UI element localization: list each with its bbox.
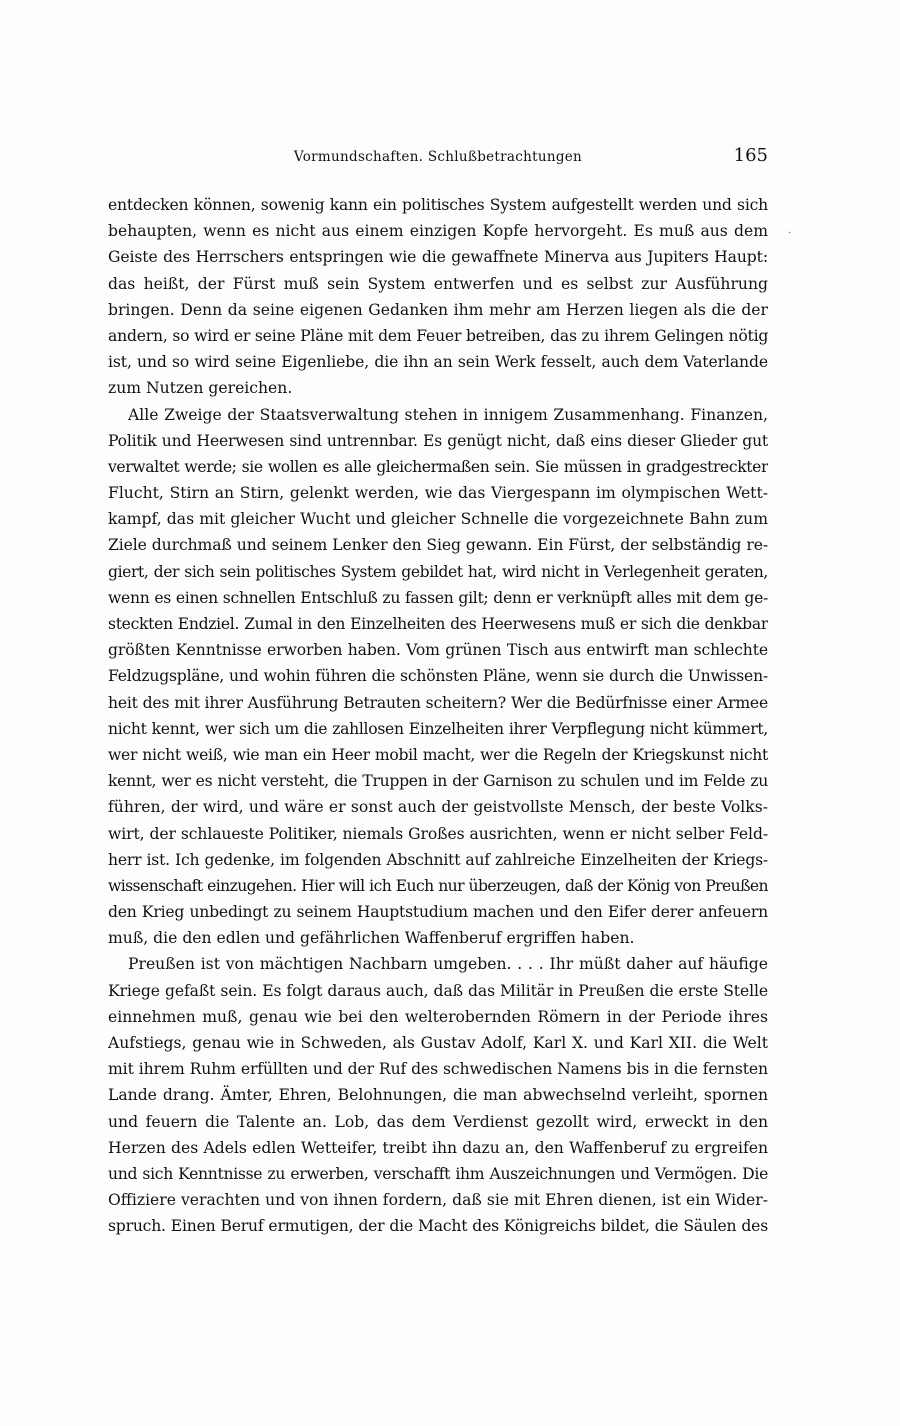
text-line: muß, die den edlen und gefährlichen Waffenberuf ergriffen haben.	[108, 929, 635, 948]
running-header	[108, 145, 768, 171]
paragraph	[108, 951, 768, 1239]
text-line: wirt, der schlaueste Politiker, niemals Großes ausrichten, wenn er nicht selber Feld-	[108, 824, 768, 843]
text-line: spruch. Einen Beruf ermutigen, der die Macht des Königreichs bildet, die Säulen des	[108, 1217, 768, 1236]
text-line: Preußen ist von mächtigen Nachbarn umgeben. . . . Ihr müßt daher auf häufige	[128, 955, 768, 974]
text-line: Ziele durchmaß und seinem Lenker den Sieg gewann. Ein Fürst, der selbständig re-	[108, 536, 768, 555]
running-title: Vormundschaften. Schlußbetrachtungen	[293, 149, 583, 165]
text-line: Herzen des Adels edlen Wetteifer, treibt ihn dazu an, den Waffenberuf zu ergreifen	[108, 1138, 768, 1157]
text-line: verwaltet werde; sie wollen es alle gleichermaßen sein. Sie müssen in gradgestreckter	[108, 457, 768, 476]
paragraph	[108, 402, 768, 952]
text-line: andern, so wird er seine Pläne mit dem Feuer betreiben, das zu ihrem Gelingen nötig	[108, 326, 768, 345]
text-line: kampf, das mit gleicher Wucht und gleicher Schnelle die vorgezeichnete Bahn zum	[108, 510, 768, 529]
text-line: ist, und so wird seine Eigenliebe, die ihn an sein Werk fesselt, auch dem Vaterlande	[108, 353, 768, 372]
text-line: und feuern die Talente an. Lob, das dem Verdienst gezollt wird, erweckt in den	[108, 1112, 768, 1131]
text-line: Alle Zweige der Staatsverwaltung stehen in innigem Zusammenhang. Finanzen,	[128, 405, 768, 424]
text-line: giert, der sich sein politisches System gebildet hat, wird nicht in Verlegenheit geraten,	[108, 562, 768, 581]
body-text	[108, 192, 768, 1240]
text-line: wissenschaft einzugehen. Hier will ich Euch nur überzeugen, daß der König von Preußen	[108, 876, 768, 895]
text-line: wenn es einen schnellen Entschluß zu fassen gilt; denn er verknüpft alles mit dem ge-	[108, 588, 768, 607]
text-line: Flucht, Stirn an Stirn, gelenkt werden, wie das Viergespann im olympischen Wett-	[108, 484, 768, 503]
text-line: Feldzugspläne, und wohin führen die schönsten Pläne, wenn sie durch die Unwissen-	[108, 667, 768, 686]
text-line: entdecken können, sowenig kann ein politisches System aufgestellt werden und sich	[108, 196, 768, 214]
text-line: den Krieg unbedingt zu seinem Hauptstudium machen und den Eifer derer anfeuern	[108, 903, 768, 922]
text-line: größten Kenntnisse erworben haben. Vom grünen Tisch aus entwirft man schlechte	[108, 641, 768, 660]
text-line: Geiste des Herrschers entspringen wie die gewaffnete Minerva aus Jupiters Haupt:	[108, 248, 768, 267]
stray-ink-mark: ·	[788, 228, 792, 239]
page-number: 165	[733, 145, 768, 166]
text-line: führen, der wird, und wäre er sonst auch der geistvollste Mensch, der beste Volks-	[108, 798, 768, 817]
text-line: Aufstiegs, genau wie in Schweden, als Gustav Adolf, Karl X. und Karl XII. die Welt	[108, 1034, 768, 1052]
text-line: behaupten, wenn es nicht aus einem einzigen Kopfe hervorgeht. Es muß aus dem	[108, 222, 768, 241]
text-line: kennt, wer es nicht versteht, die Truppen in der Garnison zu schulen und im Felde zu	[108, 772, 768, 791]
text-line: herr ist. Ich gedenke, im folgenden Abschnitt auf zahlreiche Einzelheiten der Kriegs-	[108, 850, 768, 869]
text-line: Offiziere verachten und von ihnen fordern, daß sie mit Ehren dienen, ist ein Wider-	[108, 1191, 768, 1210]
text-line: nicht kennt, wer sich um die zahllosen Einzelheiten ihrer Verpflegung nicht kümmert,	[108, 719, 768, 738]
text-line: bringen. Denn da seine eigenen Gedanken ihm mehr am Herzen liegen als die der	[108, 300, 768, 319]
text-line: Politik und Heerwesen sind untrennbar. Es genügt nicht, daß eins dieser Glieder gut	[108, 431, 768, 450]
text-line: einnehmen muß, genau wie bei den welterobernden Römern in der Periode ihres	[108, 1007, 768, 1026]
text-line: Kriege gefaßt sein. Es folgt daraus auch, daß das Militär in Preußen die erste Stelle	[108, 981, 768, 1000]
text-line: mit ihrem Ruhm erfüllten und der Ruf des schwedischen Namens bis in die fernsten	[108, 1060, 768, 1079]
text-line: wer nicht weiß, wie man ein Heer mobil macht, wer die Regeln der Kriegskunst nicht	[108, 745, 768, 764]
text-line: steckten Endziel. Zumal in den Einzelheiten des Heerwesens muß er sich die denkbar	[108, 615, 768, 633]
text-line: zum Nutzen gereichen.	[108, 379, 293, 398]
text-line: Lande drang. Ämter, Ehren, Belohnungen, die man abwechselnd verleiht, spornen	[108, 1086, 768, 1105]
text-line: und sich Kenntnisse zu erwerben, verschafft ihm Auszeichnungen und Vermögen. Die	[108, 1164, 768, 1183]
text-line: heit des mit ihrer Ausführung Betrauten scheitern? Wer die Bedürfnisse einer Armee	[108, 693, 768, 712]
paragraph	[108, 192, 768, 402]
text-line: das heißt, der Fürst muß sein System entwerfen und es selbst zur Ausführung	[108, 274, 768, 293]
